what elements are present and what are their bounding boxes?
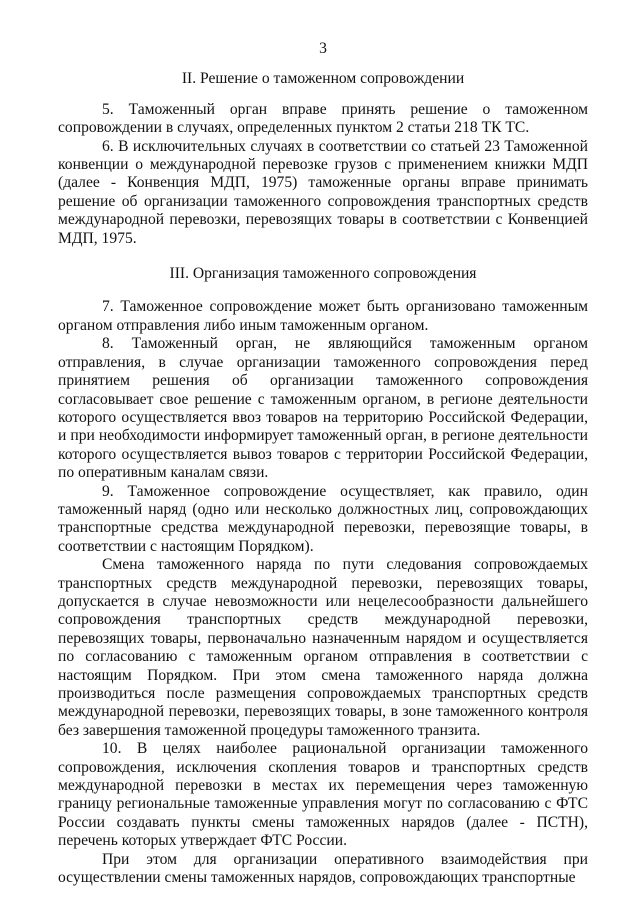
paragraph-5: 5. Таможенный орган вправе принять решение о таможенном сопровождении в случаях, определенных пунктом 2 статьи 218 ТК ТС.	[58, 100, 588, 137]
page-number: 3	[319, 40, 327, 57]
paragraph-10: 10. В целях наиболее рациональной организации таможенного сопровождения, исключения скопления товаров и транспортных средств международной перевозки в местах их перемещения через таможенную границу региональные таможенные управления могут по согласованию с ФТС России создавать пункты смены таможенных нарядов (далее - ПСТН), перечень которых утверждает ФТС России.	[58, 740, 588, 850]
paragraph-10-continued: При этом для организации оперативного взаимодействия при осуществлении смены таможенных нарядов, сопровождающих транспортные	[58, 850, 588, 887]
paragraph-9: 9. Таможенное сопровождение осуществляет, как правило, один таможенный наряд (одно или несколько должностных лиц, сопровождающих транспортные средства международной перевозки, перевозящие товары, в соответствии с настоящим Порядком).	[58, 482, 588, 555]
document-page	[58, 40, 588, 887]
section-heading-ii: II. Решение о таможенном сопровождении	[181, 70, 465, 88]
paragraph-7: 7. Таможенное сопровождение может быть организовано таможенным органом отправления либо иным таможенным органом.	[58, 298, 588, 334]
paragraph-6: 6. В исключительных случаях в соответствии со статьей 23 Таможенной конвенции о международной перевозке грузов с применением книжки МДП (далее - Конвенция МДП, 1975) таможенные органы вправе принимать решение об организации таможенного сопровождения транспортных средств международной перевозки, перевозящих товары в соответствии с Конвенцией МДП, 1975.	[58, 137, 588, 247]
paragraph-9-continued: Смена таможенного наряда по пути следования сопровождаемых транспортных средств международной перевозки, перевозящих товары, допускается в случае невозможности или нецелесообразности дальнейшего сопровождения транспортных средств международной перевозки, перевозящих товары, первоначально назначенным нарядом и осуществляется по согласованию с таможенным органом отправления в соответствии с настоящим Порядком. При этом смена таможенного наряда должна производиться после размещения сопровождаемых транспортных средств международной перевозки, перевозящих товары, в зоне таможенного контроля без завершения таможенной процедуры таможенного транзита.	[58, 556, 588, 739]
paragraph-8: 8. Таможенный орган, не являющийся таможенным органом отправления, в случае организации таможенного сопровождения перед принятием решения об организации таможенного сопровождения согласовывает свое решение с таможенным органом, в регионе деятельности которого осуществляется ввоз товаров на территорию Российской Федерации, и при необходимости информирует таможенный орган, в регионе деятельности которого осуществляется вывоз товаров с территории Российской Федерации, по оперативным каналам связи.	[58, 335, 588, 482]
section-heading-iii: III. Организация таможенного сопровождения	[169, 265, 477, 283]
